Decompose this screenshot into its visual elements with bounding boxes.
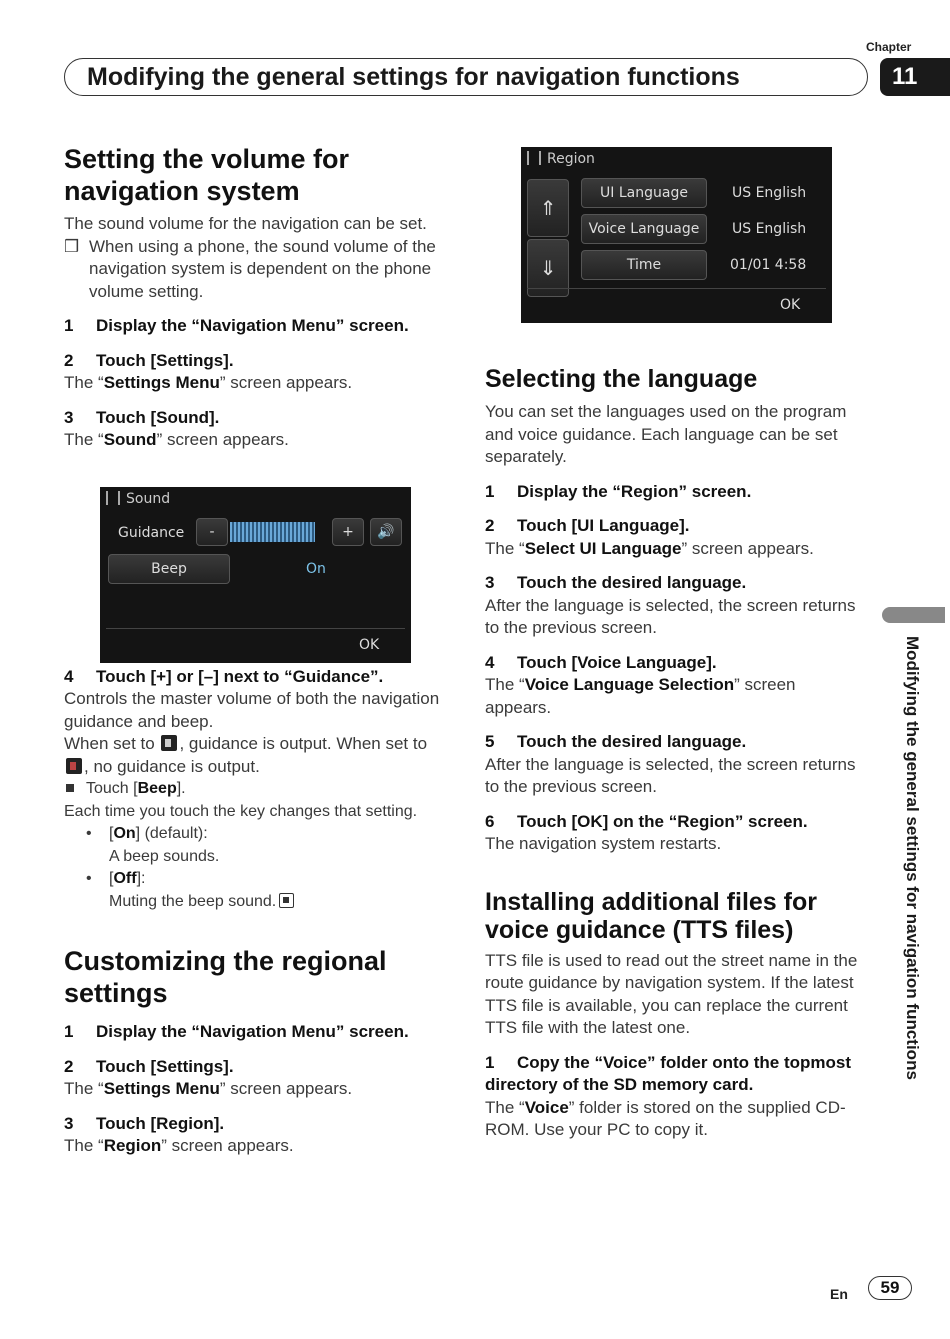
square-bullet-icon	[66, 784, 74, 792]
sound-screen	[100, 487, 411, 663]
step-result: After the language is selected, the screen returns to the previous screen.	[485, 754, 856, 796]
divider	[106, 628, 405, 629]
voice-language-value: US English	[732, 221, 807, 237]
beep-desc: Each time you touch the key changes that setting.	[64, 802, 418, 820]
volume-plus-button[interactable]: +	[332, 518, 364, 546]
language-intro: You can set the languages used on the program and voice guidance. Each language can be set separately.	[485, 402, 847, 466]
step: 1 Copy the “Voice” folder onto the topmost directory of the SD memory card.	[485, 1052, 852, 1094]
sound-screen-title: Sound	[106, 491, 170, 507]
step-result: The “Settings Menu” screen appears.	[64, 373, 353, 392]
speaker-off-icon	[66, 758, 82, 774]
side-tab-marker	[882, 607, 945, 623]
step: 4 Touch [+] or [–] next to “Guidance”.	[64, 666, 384, 686]
step-result: The “Sound” screen appears.	[64, 430, 289, 449]
step: 3 Touch [Sound].	[64, 407, 220, 427]
region-screen	[521, 147, 832, 323]
ui-language-value: US English	[732, 185, 807, 201]
page-number: 59	[868, 1276, 912, 1300]
step: 2 Touch [UI Language].	[485, 516, 690, 535]
end-of-section-icon	[279, 893, 294, 908]
option-on: • [On] (default): A beep sounds.	[86, 825, 220, 865]
footer-language: En	[830, 1286, 848, 1302]
language-heading: Selecting the language	[485, 365, 758, 393]
step: 3 Touch [Region].	[64, 1113, 225, 1133]
step4-desc: Controls the master volume of both the navigation guidance and beep.	[64, 689, 440, 731]
step-result: After the language is selected, the screen returns to the previous screen.	[485, 595, 856, 637]
guidance-label: Guidance	[118, 525, 185, 541]
step: 3 Touch the desired language.	[485, 573, 747, 592]
guidance-toggle-desc: When set to , guidance is output. When set to , no guidance is output.	[64, 734, 428, 776]
tts-heading: Installing additional files for voice guidance (TTS files)	[485, 887, 817, 944]
scroll-down-button[interactable]: ⇓	[527, 239, 569, 297]
speaker-icon: 🔊	[377, 524, 395, 540]
chapter-number: 11	[880, 58, 950, 96]
tts-intro: TTS file is used to read out the street name in the route guidance by navigation system. If the latest TTS file is available, you can replace the current TTS file with the latest one.	[485, 950, 858, 1037]
step: 6 Touch [OK] on the “Region” screen.	[485, 811, 808, 831]
regional-heading: Customizing the regional settings	[64, 946, 387, 1008]
page-title: Modifying the general settings for navigation functions	[64, 58, 868, 96]
step: 1 Display the “Region” screen.	[485, 481, 752, 501]
ui-language-button[interactable]: UI Language	[581, 178, 707, 208]
step: 2 Touch [Settings].	[64, 1056, 234, 1076]
step-result: The navigation system restarts.	[485, 834, 722, 853]
note-mark: ❒	[64, 236, 80, 256]
volume-intro: The sound volume for the navigation can be set.	[64, 214, 427, 233]
time-button[interactable]: Time	[581, 250, 707, 280]
volume-minus-button[interactable]: -	[196, 518, 228, 546]
step: 1 Display the “Navigation Menu” screen.	[64, 1022, 409, 1041]
step-result: The “Voice” folder is stored on the supplied CD-ROM. Use your PC to copy it.	[485, 1097, 846, 1139]
region-screen-title: Region	[527, 151, 595, 167]
step-result: The “Voice Language Selection” screen appears.	[485, 675, 796, 717]
step: 1 Display the “Navigation Menu” screen.	[64, 316, 409, 335]
step-result: The “Select UI Language” screen appears.	[485, 538, 814, 558]
right-column	[485, 363, 865, 1142]
beep-button[interactable]: Beep	[108, 554, 230, 584]
volume-note: ❒ When using a phone, the sound volume of the navigation system is dependent on the phone volume setting.	[64, 236, 436, 301]
volume-meter[interactable]	[230, 522, 315, 542]
time-value: 01/01 4:58	[730, 257, 807, 273]
option-off: • [Off]: Muting the beep sound.	[64, 868, 444, 913]
settings-icon	[527, 151, 541, 165]
speaker-toggle-button[interactable]	[370, 518, 402, 546]
volume-heading: Setting the volume for navigation system	[64, 144, 350, 206]
scroll-up-button[interactable]: ⇑	[527, 179, 569, 237]
region-ok-button[interactable]: OK	[780, 297, 801, 313]
beep-item: Touch [Beep].	[64, 778, 444, 801]
sound-ok-button[interactable]: OK	[359, 637, 380, 653]
divider	[527, 288, 826, 289]
step: 4 Touch [Voice Language].	[485, 652, 717, 672]
beep-value: On	[306, 561, 326, 577]
voice-language-button[interactable]: Voice Language	[581, 214, 707, 244]
step: 2 Touch [Settings].	[64, 350, 234, 370]
step-result: The “Region” screen appears.	[64, 1136, 294, 1155]
step: 5 Touch the desired language.	[485, 732, 747, 751]
speaker-on-icon	[161, 735, 177, 751]
side-tab-text: Modifying the general settings for navigation functions	[903, 636, 922, 1080]
step-result: The “Settings Menu” screen appears.	[64, 1079, 353, 1098]
settings-icon	[106, 491, 120, 505]
chapter-label: Chapter	[866, 40, 912, 54]
